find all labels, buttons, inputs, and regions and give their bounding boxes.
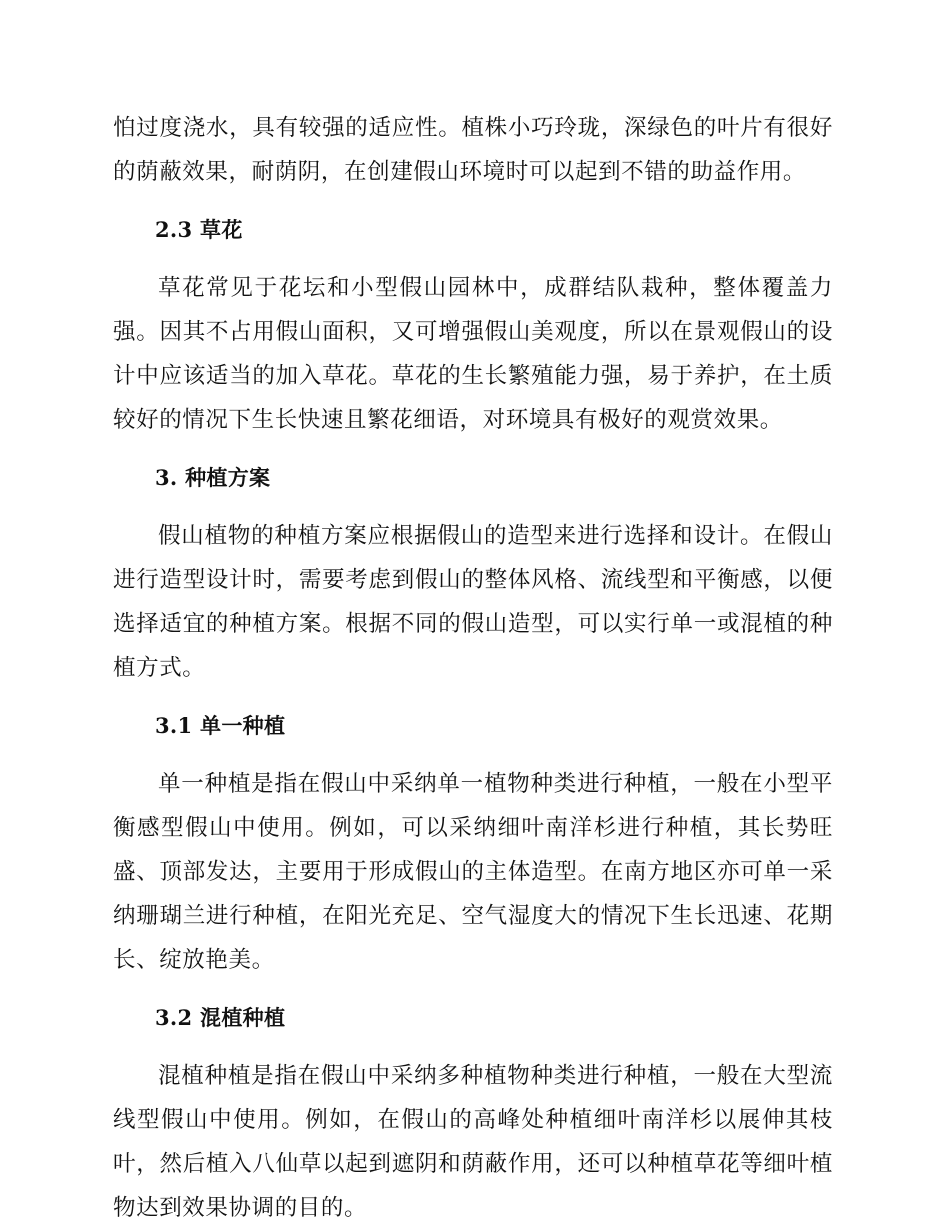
section-heading-3-2: 3.2 混植种植 bbox=[155, 1005, 286, 1030]
section-paragraph-3-1: 单一种植是指在假山中采纳单一植物种类进行种植，一般在小型平衡感型假山中使用。例如，可以采纳细叶南洋杉进行种植，其长势旺盛、顶部发达，主要用于形成假山的主体造型。在南方地区亦可单一采纳珊瑚兰进行种植，在阳光充足、空气湿度大的情况下生长迅速、花期长、绽放艳美。 bbox=[113, 771, 833, 973]
section-heading-3: 3. 种植方案 bbox=[155, 465, 271, 490]
section-heading-3-1: 3.1 单一种植 bbox=[155, 713, 286, 738]
document-body bbox=[113, 106, 833, 1230]
section-heading-2-3: 2.3 草花 bbox=[155, 217, 243, 242]
section-paragraph-3: 假山植物的种植方案应根据假山的造型来进行选择和设计。在假山进行造型设计时，需要考虑到假山的整体风格、流线型和平衡感，以便选择适宜的种植方案。根据不同的假山造型，可以实行单一或混植的种植方式。 bbox=[113, 523, 833, 681]
section-paragraph-3-2: 混植种植是指在假山中采纳多种植物种类进行种植，一般在大型流线型假山中使用。例如，在假山的高峰处种植细叶南洋杉以展伸其枝叶，然后植入八仙草以起到遮阴和荫蔽作用，还可以种植草花等细叶植物达到效果协调的目的。 bbox=[113, 1063, 833, 1221]
section-paragraph-2-3: 草花常见于花坛和小型假山园林中，成群结队栽种，整体覆盖力强。因其不占用假山面积，又可增强假山美观度，所以在景观假山的设计中应该适当的加入草花。草花的生长繁殖能力强，易于养护，在土质较好的情况下生长快速且繁花细语，对环境具有极好的观赏效果。 bbox=[113, 275, 833, 433]
continuation-paragraph: 怕过度浇水，具有较强的适应性。植株小巧玲珑，深绿色的叶片有很好的荫蔽效果，耐荫阴，在创建假山环境时可以起到不错的助益作用。 bbox=[113, 115, 833, 185]
